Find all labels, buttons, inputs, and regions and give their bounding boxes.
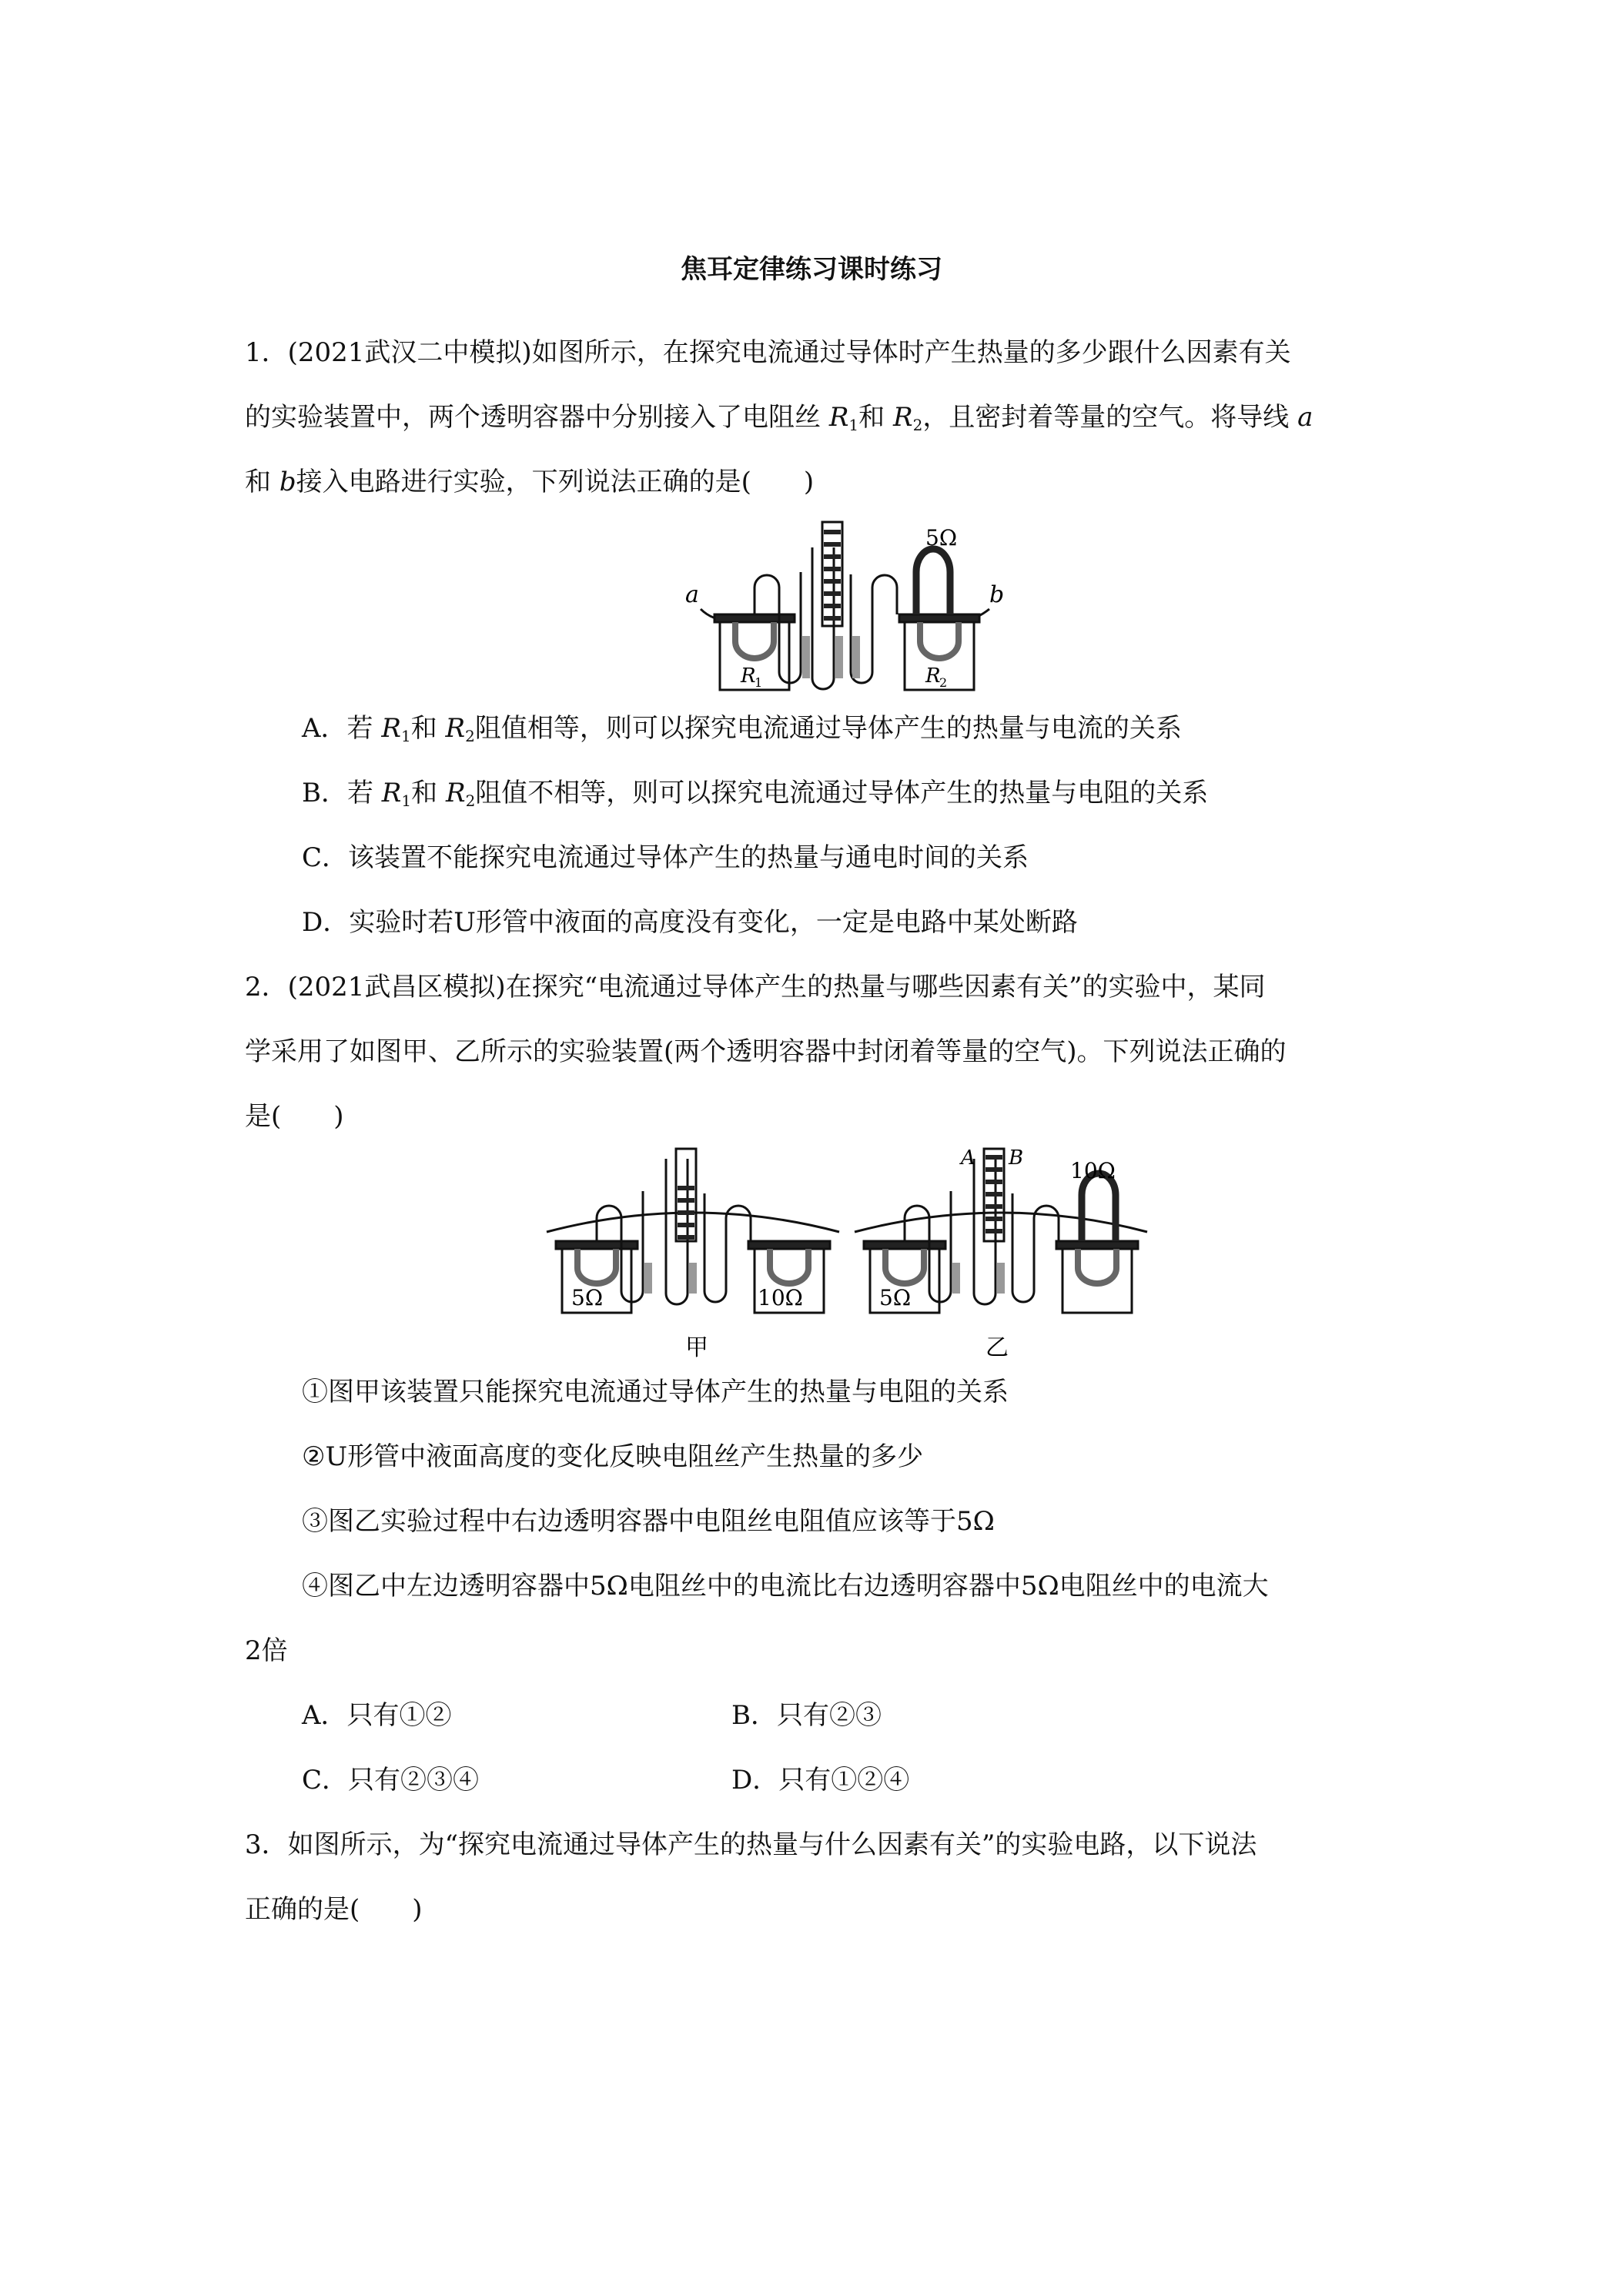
q1-opt-a-mid: 和 [410, 713, 446, 744]
q2-figure-svg [539, 1147, 1155, 1363]
q1-right-lid [899, 614, 979, 622]
q1-opt-a-r2: R [445, 713, 466, 744]
q2-statement-4a: ④图乙中左边透明容器中5Ω电阻丝中的电流比右边透明容器中5Ω电阻丝中的电流大 [302, 1571, 1269, 1602]
q1-fig-r2-sub: 2 [939, 675, 948, 690]
q1-opt-b-r1: R [381, 778, 402, 808]
q1-fig-r2: R [925, 664, 941, 688]
q2-yi-left-label: 5Ω [879, 1285, 912, 1310]
q1-right-coil [920, 622, 959, 658]
q1-line-2b: ，且密封着等量的空气。将导线 [922, 402, 1298, 433]
q2-line-3: 是( ) [245, 1101, 344, 1132]
q1-option-a [302, 711, 1182, 753]
q1-fig-a: a [685, 581, 699, 608]
q1-fig-r1-sub: 1 [755, 675, 763, 690]
page-title: 焦耳定律练习课时练习 [681, 254, 942, 285]
q2-jia-caption: 甲 [685, 1334, 708, 1361]
q1-scale [822, 522, 842, 626]
q2-jia-left-label: 5Ω [571, 1285, 604, 1310]
q1-line-1: 1．(2021武汉二中模拟)如图所示，在探究电流通过导体时产生热量的多少跟什么因素有关 [245, 337, 1291, 368]
q1-a: a [1297, 402, 1313, 433]
q1-option-c: C．该装置不能探究电流通过导体产生的热量与通电时间的关系 [302, 842, 1029, 873]
q1-b: b [279, 467, 296, 497]
q1-opt-a-r1: R [381, 713, 401, 744]
q2-jia-right-label: 10Ω [758, 1285, 803, 1310]
q3-line-1: 3．如图所示，为“探究电流通过导体产生的热量与什么因素有关”的实验电路，以下说法 [245, 1829, 1257, 1860]
q1-r2: R [892, 402, 913, 433]
q1-opt-b-mid: 和 [411, 778, 446, 808]
q1-opt-b-r2-sub: 2 [465, 792, 476, 810]
q1-figure [685, 520, 1009, 705]
q2-jia-ticks [678, 1186, 694, 1240]
q1-line-2a: 的实验装置中，两个透明容器中分别接入了电阻丝 [245, 402, 829, 433]
q1-opt-a-post: 阻值相等，则可以探究电流通过导体产生的热量与电流的关系 [474, 713, 1182, 744]
q2-yi-a: A [961, 1147, 975, 1170]
q1-left-lid [714, 614, 795, 622]
q1-fig-resistor-label: 5Ω [925, 525, 958, 551]
q2-statement-3: ③图乙实验过程中右边透明容器中电阻丝电阻值应该等于5Ω [302, 1506, 995, 1537]
q1-opt-b-post: 阻值不相等，则可以探究电流通过导体产生的热量与电阻的关系 [475, 778, 1209, 808]
q2-option-a: A．只有①② [302, 1700, 452, 1731]
q1-line-3b: 接入电路进行实验，下列说法正确的是( ) [296, 467, 815, 497]
q2-yi-b: B [1009, 1147, 1024, 1170]
q1-option-b [302, 776, 1208, 818]
q1-fig-b: b [989, 581, 1005, 608]
q1-and: 和 [858, 402, 893, 433]
q2-yi-caption: 乙 [986, 1334, 1009, 1361]
q1-opt-b-r1-sub: 1 [401, 792, 412, 810]
q1-opt-a-pre: A．若 [302, 713, 382, 744]
q1-line-2 [245, 400, 1313, 442]
q1-opt-a-r1-sub: 1 [400, 727, 411, 745]
q1-opt-b-r2: R [445, 778, 466, 808]
q2-statement-1: ①图甲该装置只能探究电流通过导体产生的热量与电阻的关系 [302, 1377, 1009, 1407]
q1-scale-ticks [824, 530, 841, 621]
q1-r1-sub: 1 [848, 416, 859, 434]
q2-statement-2: ②U形管中液面高度的变化反映电阻丝产生热量的多少 [302, 1441, 924, 1472]
q1-utube-left [755, 572, 801, 683]
q2-yi-resistor-label: 10Ω [1070, 1158, 1116, 1183]
q1-opt-a-r2-sub: 2 [465, 727, 475, 745]
q1-opt-b-pre: B．若 [302, 778, 382, 808]
q2-option-c: C．只有②③④ [302, 1765, 480, 1796]
q1-line-3a: 和 [245, 467, 279, 497]
q2-option-d: D．只有①②④ [731, 1765, 910, 1796]
q1-line-3 [245, 465, 814, 499]
q1-figure-svg [685, 520, 1009, 705]
q2-line-1: 2．(2021武昌区模拟)在探究“电流通过导体产生的热量与哪些因素有关”的实验中，某同 [245, 972, 1266, 1002]
q1-left-coil [735, 622, 774, 658]
q2-figure [539, 1147, 1155, 1363]
q1-r2-sub: 2 [912, 416, 923, 434]
q1-ext-resistor [916, 549, 950, 614]
q2-yi-ticks [986, 1155, 1002, 1233]
q2-line-2: 学采用了如图甲、乙所示的实验装置(两个透明容器中封闭着等量的空气)。下列说法正确的 [245, 1036, 1287, 1067]
q2-statement-4b: 2倍 [245, 1635, 288, 1666]
q1-option-d: D．实验时若U形管中液面的高度没有变化，一定是电路中某处断路 [302, 907, 1078, 938]
q3-line-2: 正确的是( ) [245, 1894, 423, 1925]
q1-r1: R [828, 402, 849, 433]
q2-option-b: B．只有②③ [731, 1700, 882, 1731]
q1-fig-r1: R [741, 664, 756, 688]
